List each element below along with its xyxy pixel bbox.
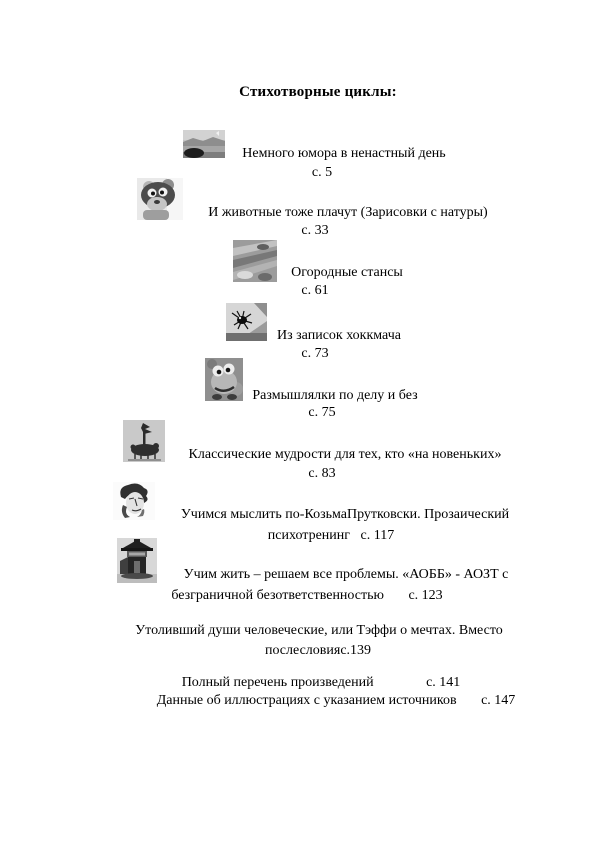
toc-entry-title: Размышлялки по делу и без (252, 388, 418, 403)
page-title: Стихотворные циклы: (239, 84, 397, 100)
toc-entry-title: Немного юмора в ненастный день (242, 146, 446, 161)
toc-page-ref: с. 61 (301, 283, 329, 298)
toc-page-ref: с. 75 (308, 405, 336, 420)
toc-entry-title-cont: безграничной безответственностью с. 123 (171, 588, 443, 603)
toc-entry-title: Огородные стансы (291, 265, 403, 280)
toc-page-ref: с. 73 (301, 346, 329, 361)
toc-entry-title: Классические мудрости для тех, кто «на новеньких» (188, 447, 502, 462)
toc-entry-title-cont: послесловияс.139 (264, 643, 372, 658)
toc-entry-title: Утоливший души человеческие, или Тэффи о мечтах. Вместо (135, 623, 503, 638)
toc-entry-title: Учимся мыслить по-КозьмаПрутковски. Прозаический (180, 507, 510, 522)
toc-entry-title: Данные об иллюстрациях с указанием источников с. 147 (156, 693, 516, 708)
toc-entry-title: Из записок хоккмача (277, 328, 401, 343)
toc-page-ref: с. 5 (311, 165, 333, 180)
toc-entry-title: Полный перечень произведений с. 141 (181, 675, 461, 690)
toc-entry-title-cont: психотренинг с. 117 (267, 528, 395, 543)
toc-page-ref: с. 83 (308, 466, 336, 481)
toc-entry-title: Учим жить – решаем все проблемы. «АОББ» - АОЗТ с (183, 567, 509, 582)
toc-page-ref: с. 33 (301, 223, 329, 238)
toc-entry-title: И животные тоже плачут (Зарисовки с натуры) (208, 205, 488, 220)
